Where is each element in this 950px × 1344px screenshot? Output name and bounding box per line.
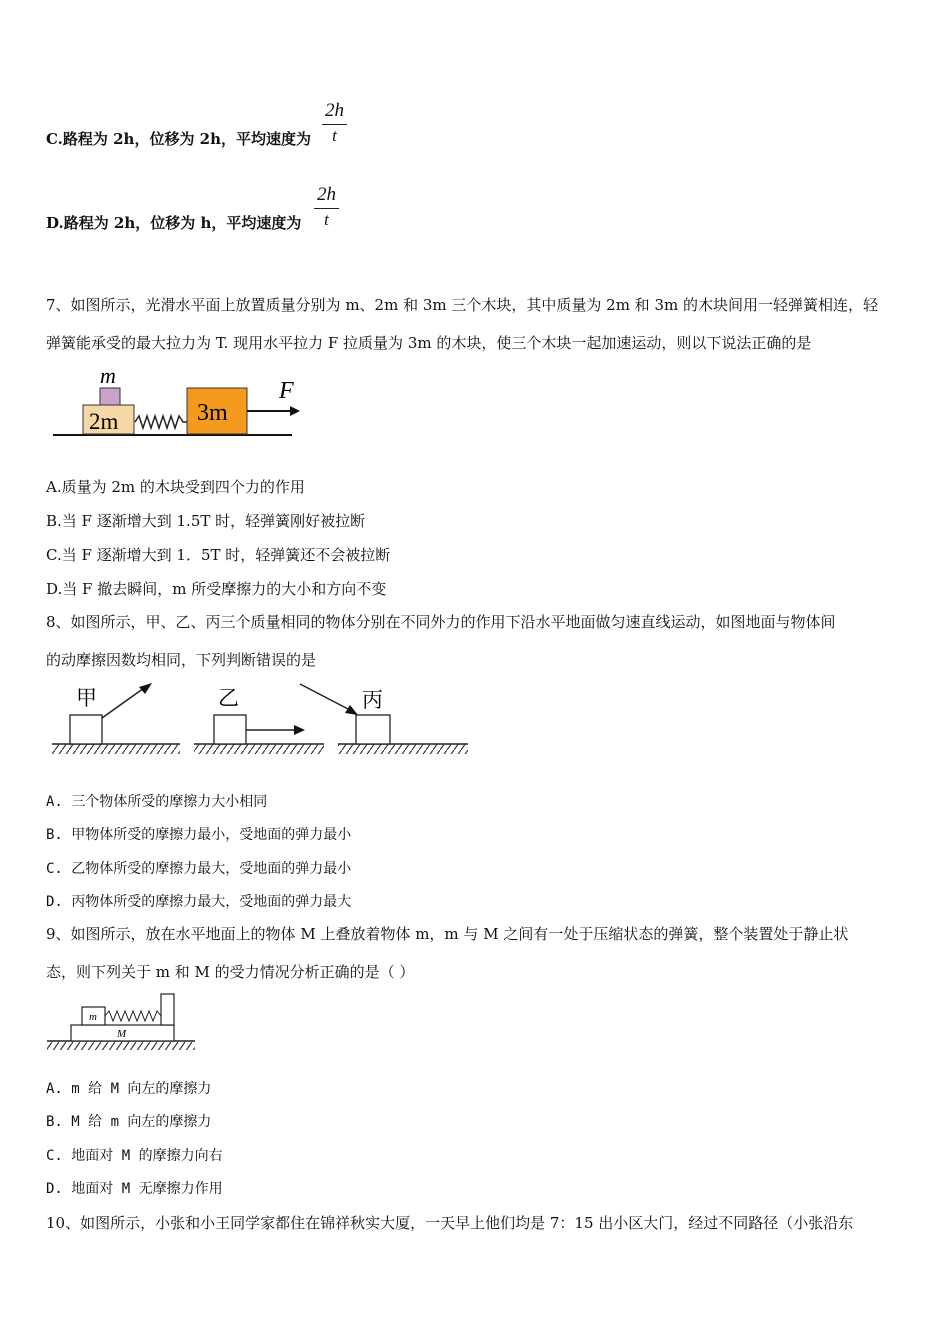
q7-option-d: D.当 F 撤去瞬间，m 所受摩擦力的大小和方向不变 [46,580,387,598]
q7-small-block [100,388,120,405]
q9-stem-line-2: 态，则下列关于 m 和 M 的受力情况分析正确的是（ ） [46,963,415,981]
q9-label-big-m: M [117,1028,127,1040]
q8-force-jia [102,688,144,718]
q8-force-bing [300,684,350,710]
fraction-numerator: 2h [322,100,347,125]
q9-option-a: A. m 给 M 向左的摩擦力 [46,1081,212,1097]
q7-spring [135,416,187,428]
q8-stem [46,603,908,679]
q7-option-c: C.当 F 逐渐增大到 1．5T 时，轻弹簧还不会被拉断 [46,546,391,564]
q9-ground-hatch [47,1041,195,1050]
q8-ground-hatch-3 [338,744,468,754]
q7-force-arrowhead [290,406,300,416]
q9-option-d: D. 地面对 M 无摩擦力作用 [46,1181,223,1197]
q9-stem [46,915,908,991]
q8-option-a: A. 三个物体所受的摩擦力大小相同 [46,794,268,810]
q8-label-yi: 乙 [218,686,239,710]
q8-ground-hatch-1 [52,744,180,754]
q9-figure [45,992,200,1054]
q10-stem-line-1: 10、如图所示，小张和小王同学家都住在锦祥秋实大厦，一天早上他们均是 7：15 出小区大门，经过不同路径（小张沿东 [46,1214,854,1232]
q7-label-m: m [100,363,116,388]
q8-force-yi-arrowhead [294,725,305,735]
q8-label-jia: 甲 [76,686,97,710]
q9-stem-line-1: 9、如图所示，放在水平地面上的物体 M 上叠放着物体 m，m 与 M 之间有一处于压缩状态的弹簧，整个装置处于静止状 [46,925,849,943]
q9-wall [161,994,174,1025]
q9-option-c: C. 地面对 M 的摩擦力向右 [46,1148,223,1164]
q6-option-c-fraction [322,100,347,146]
q7-option-b: B.当 F 逐渐增大到 1.5T 时，轻弹簧刚好被拉断 [46,512,366,530]
q8-label-bing: 丙 [362,688,383,712]
q7-label-f: F [279,378,294,404]
q7-label-2m: 2m [89,409,119,434]
fraction-denominator: t [324,210,329,229]
q8-figure [48,680,473,760]
q8-ground-hatch-2 [194,744,324,754]
q8-option-c: C. 乙物体所受的摩擦力最大，受地面的弹力最小 [46,861,352,877]
q9-spring [105,1011,161,1021]
q8-block-jia [70,715,102,744]
q7-figure [50,362,310,442]
q7-stem-line-2: 弹簧能承受的最大拉力为 T. 现用水平拉力 F 拉质量为 3m 的木块，使三个木块一起加速运动，则以下说法正确的是 [46,334,812,352]
q8-force-bing-arrowhead [345,705,358,715]
q7-stem [46,286,908,362]
q6-option-c: C.路程为 2h，位移为 2h，平均速度为 [46,130,312,148]
q8-stem-line-2: 的动摩擦因数均相同，下列判断错误的是 [46,651,317,669]
q6-option-d-fraction [314,184,339,230]
q9-label-m: m [89,1011,97,1023]
q8-force-jia-arrowhead [139,683,152,694]
q8-block-bing [356,715,390,744]
q8-stem-line-1: 8、如图所示，甲、乙、丙三个质量相同的物体分别在不同外力的作用下沿水平地面做匀速直线运动，如图地面与物体间 [46,613,836,631]
q7-label-3m: 3m [197,400,228,426]
fraction-numerator: 2h [314,184,339,209]
q6-option-d: D.路程为 2h，位移为 h，平均速度为 [46,214,302,232]
q7-stem-line-1: 7、如图所示，光滑水平面上放置质量分别为 m、2m 和 3m 三个木块，其中质量为 2m 和 3m 的木块间用一轻弹簧相连，轻 [46,296,878,314]
q8-option-d: D. 丙物体所受的摩擦力最大，受地面的弹力最大 [46,894,352,910]
q7-option-a: A.质量为 2m 的木块受到四个力的作用 [46,478,305,496]
fraction-denominator: t [332,126,337,145]
q9-option-b: B. M 给 m 向左的摩擦力 [46,1114,212,1130]
q8-option-b: B. 甲物体所受的摩擦力最小，受地面的弹力最小 [46,827,352,843]
q8-block-yi [214,715,246,744]
